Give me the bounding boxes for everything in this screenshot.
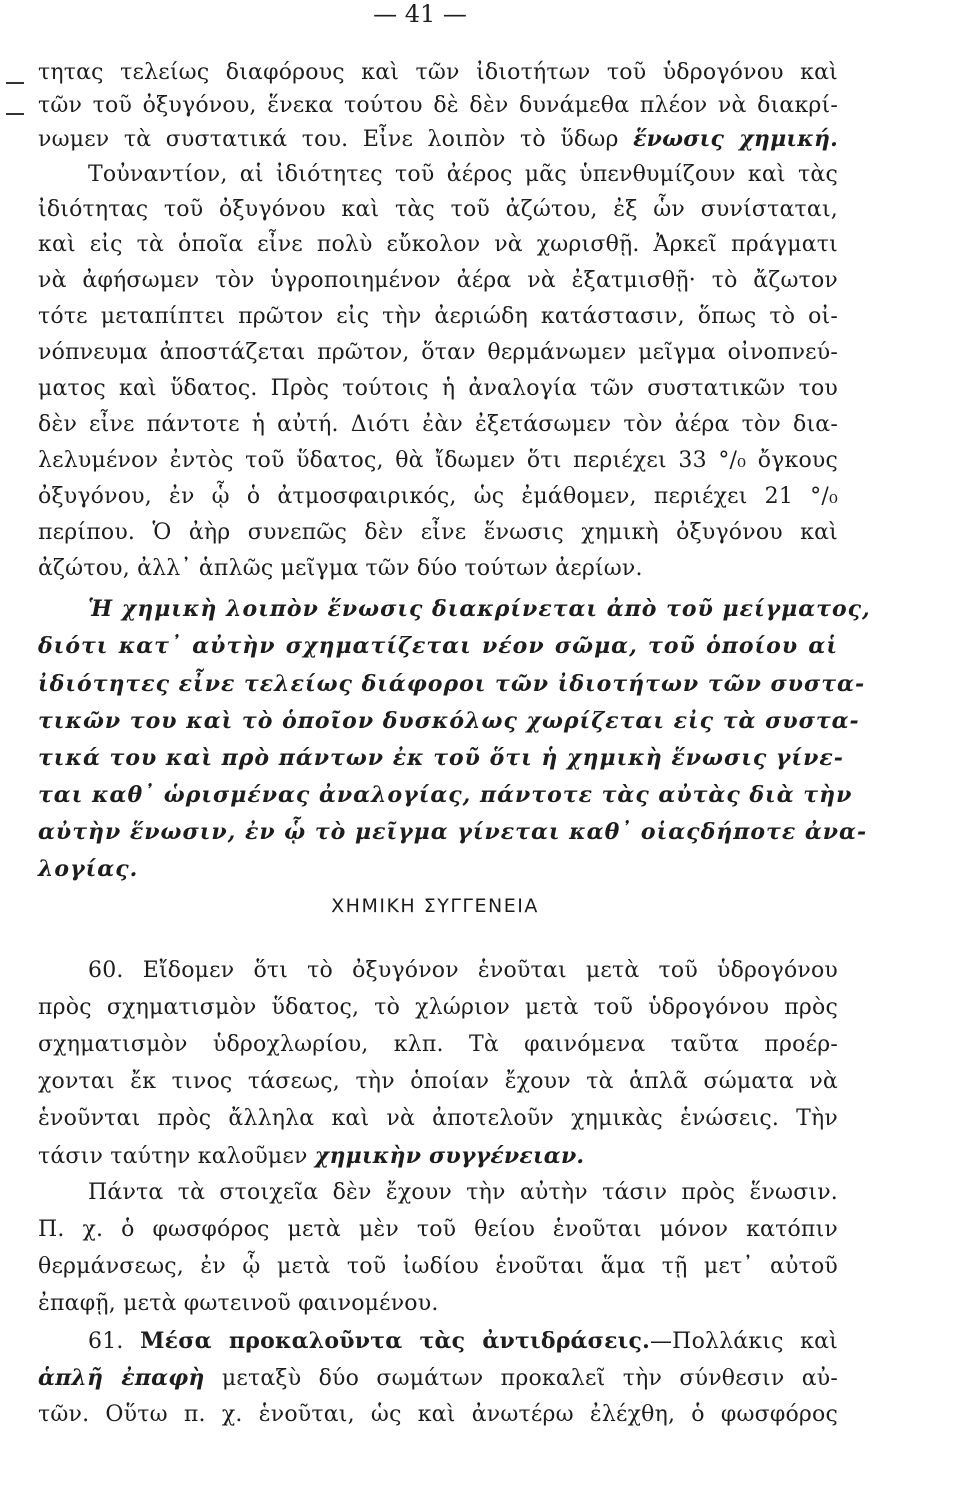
text-line: ἰδιότητας τοῦ ὀξυγόνου καὶ τὰς τοῦ ἀζώτου, ἐξ ὧν συνίσταται, <box>38 197 838 222</box>
text-line: ἑνοῦνται πρὸς ἄλληλα καὶ νὰ ἀποτελοῦν χημικὰς ἑνώσεις. Τὴν <box>38 1106 838 1131</box>
margin-mark <box>6 82 24 84</box>
text-run: μεταξὺ δύο σωμάτων προκαλεῖ τὴν σύνθεσιν αὐ- <box>204 1366 839 1391</box>
text-line: Π. χ. ὁ φωσφόρος μετὰ μὲν τοῦ θείου ἑνοῦται μόνον κατόπιν <box>38 1217 838 1242</box>
text-run: νωμεν τὰ συστατικά του. Εἶνε λοιπὸν τὸ ὕδωρ <box>38 127 634 152</box>
text-line: ἀζώτου, ἀλλ᾽ ἁπλῶς μεῖγμα τῶν δύο τούτων ἀερίων. <box>38 556 643 581</box>
definition-line: τικά του καὶ πρὸ πάντων ἐκ τοῦ ὅτι ἡ χημικὴ ἕνωσις γίνε- <box>38 745 844 771</box>
text-line: νὰ ἀφήσωμεν τὸν ὑγροποιημένον ἀέρα νὰ ἐξατμισθῇ· τὸ ἄζωτον <box>38 268 838 293</box>
text-line: δὲν εἶνε πάντοτε ἡ αὐτή. Διότι ἐὰν ἐξετάσωμεν τὸν ἀέρα τὸν δια- <box>38 412 838 437</box>
text-line <box>88 1326 838 1357</box>
page-number: — 41 — <box>373 0 467 28</box>
text-line: τῶν. Οὕτω π. χ. ἑνοῦται, ὡς καὶ ἀνωτέρω ἐλέχθη, ὁ φωσφόρος <box>38 1402 838 1427</box>
text-line: πρὸς σχηματισμὸν ὕδατος, τὸ χλώριον μετὰ τοῦ ὑδρογόνου πρὸς <box>38 995 838 1020</box>
text-line: χονται ἔκ τινος τάσεως, τὴν ὁποίαν ἔχουν τὰ ἁπλᾶ σώματα νὰ <box>38 1069 838 1094</box>
definition-line: λογίας. <box>38 856 139 882</box>
text-line: καὶ εἰς τὰ ὁποῖα εἶνε πολὺ εὔκολον νὰ χωρισθῇ. Ἀρκεῖ πράγματι <box>38 232 838 257</box>
text-line: θερμάνσεως, ἐν ᾧ μετὰ τοῦ ἰωδίου ἑνοῦται ἅμα τῇ μετ᾽ αὐτοῦ <box>38 1254 838 1279</box>
text-line <box>38 124 838 155</box>
text-line: 60. Εἴδομεν ὅτι τὸ ὀξυγόνον ἑνοῦται μετὰ τοῦ ὑδρογόνου <box>88 958 838 983</box>
text-line: ἐπαφῇ, μετὰ φωτεινοῦ φαινομένου. <box>38 1291 439 1316</box>
text-line: ὀξυγόνου, ἐν ᾧ ὁ ἀτμοσφαιρικός, ὡς ἐμάθομεν, περιέχει 21 °/₀ <box>38 484 838 509</box>
text-run: 61. <box>88 1329 141 1354</box>
paragraph-heading: Μέσα προκαλοῦντα τὰς ἀντιδράσεις. <box>140 1328 650 1354</box>
text-line <box>38 1363 838 1394</box>
definition-line: αὐτὴν ἕνωσιν, ἐν ᾧ τὸ μεῖγμα γίνεται καθ᾽ οἱαςδήποτε ἀνα- <box>38 819 868 845</box>
emphasis-chemical-compound: ἕνωσις χημική. <box>633 126 838 152</box>
text-run: —Πολλάκις καὶ <box>649 1329 838 1354</box>
text-line: τότε μεταπίπτει πρῶτον εἰς τὴν ἀεριώδη κατάστασιν, ὅπως τὸ οἰ- <box>38 304 838 329</box>
definition-line: Ἡ χημικὴ λοιπὸν ἕνωσις διακρίνεται ἀπὸ τοῦ μείγματος, <box>88 596 871 622</box>
definition-line: ἰδιότητες εἶνε τελείως διάφοροι τῶν ἰδιοτήτων τῶν συστα- <box>38 671 866 697</box>
text-line: τητας τελείως διαφόρους καὶ τῶν ἰδιοτήτων τοῦ ὑδρογόνου καὶ <box>38 60 838 85</box>
definition-line: διότι κατ᾽ αὐτὴν σχηματίζεται νέον σῶμα, τοῦ ὁποίου αἱ <box>38 633 838 659</box>
text-line <box>38 1141 838 1172</box>
definition-line: τικῶν του καὶ τὸ ὁποῖον δυσκόλως χωρίζεται εἰς τὰ συστα- <box>38 708 860 734</box>
emphasis-chemical-affinity: χημικὴν συγγένειαν. <box>314 1143 585 1169</box>
text-line: περίπου. Ὁ ἀὴρ συνεπῶς δὲν εἶνε ἕνωσις χημικὴ ὀξυγόνου καὶ <box>38 520 838 545</box>
definition-line: ται καθ᾽ ὡρισμένας ἀναλογίας, πάντοτε τὰς αὐτὰς διὰ τὴν <box>38 782 853 808</box>
text-line: Τοὐναντίον, αἱ ἰδιότητες τοῦ ἀέρος μᾶς ὑπενθυμίζουν καὶ τὰς <box>88 162 838 187</box>
text-line: τῶν τοῦ ὀξυγόνου, ἕνεκα τούτου δὲ δὲν δυνάμεθα πλέον νὰ διακρί- <box>38 93 838 118</box>
text-line: νόπνευμα ἀποστάζεται πρῶτον, ὅταν θερμάνωμεν μεῖγμα οἰνοπνεύ- <box>38 340 838 365</box>
text-line: σχηματισμὸν ὑδροχλωρίου, κλπ. Τὰ φαινόμενα ταῦτα προέρ- <box>38 1032 838 1057</box>
text-run: τάσιν ταύτην καλοῦμεν <box>38 1144 315 1169</box>
text-line: λελυμένον ἐντὸς τοῦ ὕδατος, θὰ ἴδωμεν ὅτι περιέχει 33 °/₀ ὄγκους <box>38 448 838 473</box>
margin-mark <box>6 113 24 115</box>
emphasis-simple-contact: ἁπλῆ ἐπαφὴ <box>38 1365 205 1391</box>
section-heading: ΧΗΜΙΚΗ ΣΥΓΓΕΝΕΙΑ <box>331 895 539 917</box>
text-line: ματος καὶ ὕδατος. Πρὸς τούτοις ἡ ἀναλογία τῶν συστατικῶν του <box>38 376 838 401</box>
text-line: Πάντα τὰ στοιχεῖα δὲν ἔχουν τὴν αὐτὴν τάσιν πρὸς ἕνωσιν. <box>88 1180 838 1205</box>
